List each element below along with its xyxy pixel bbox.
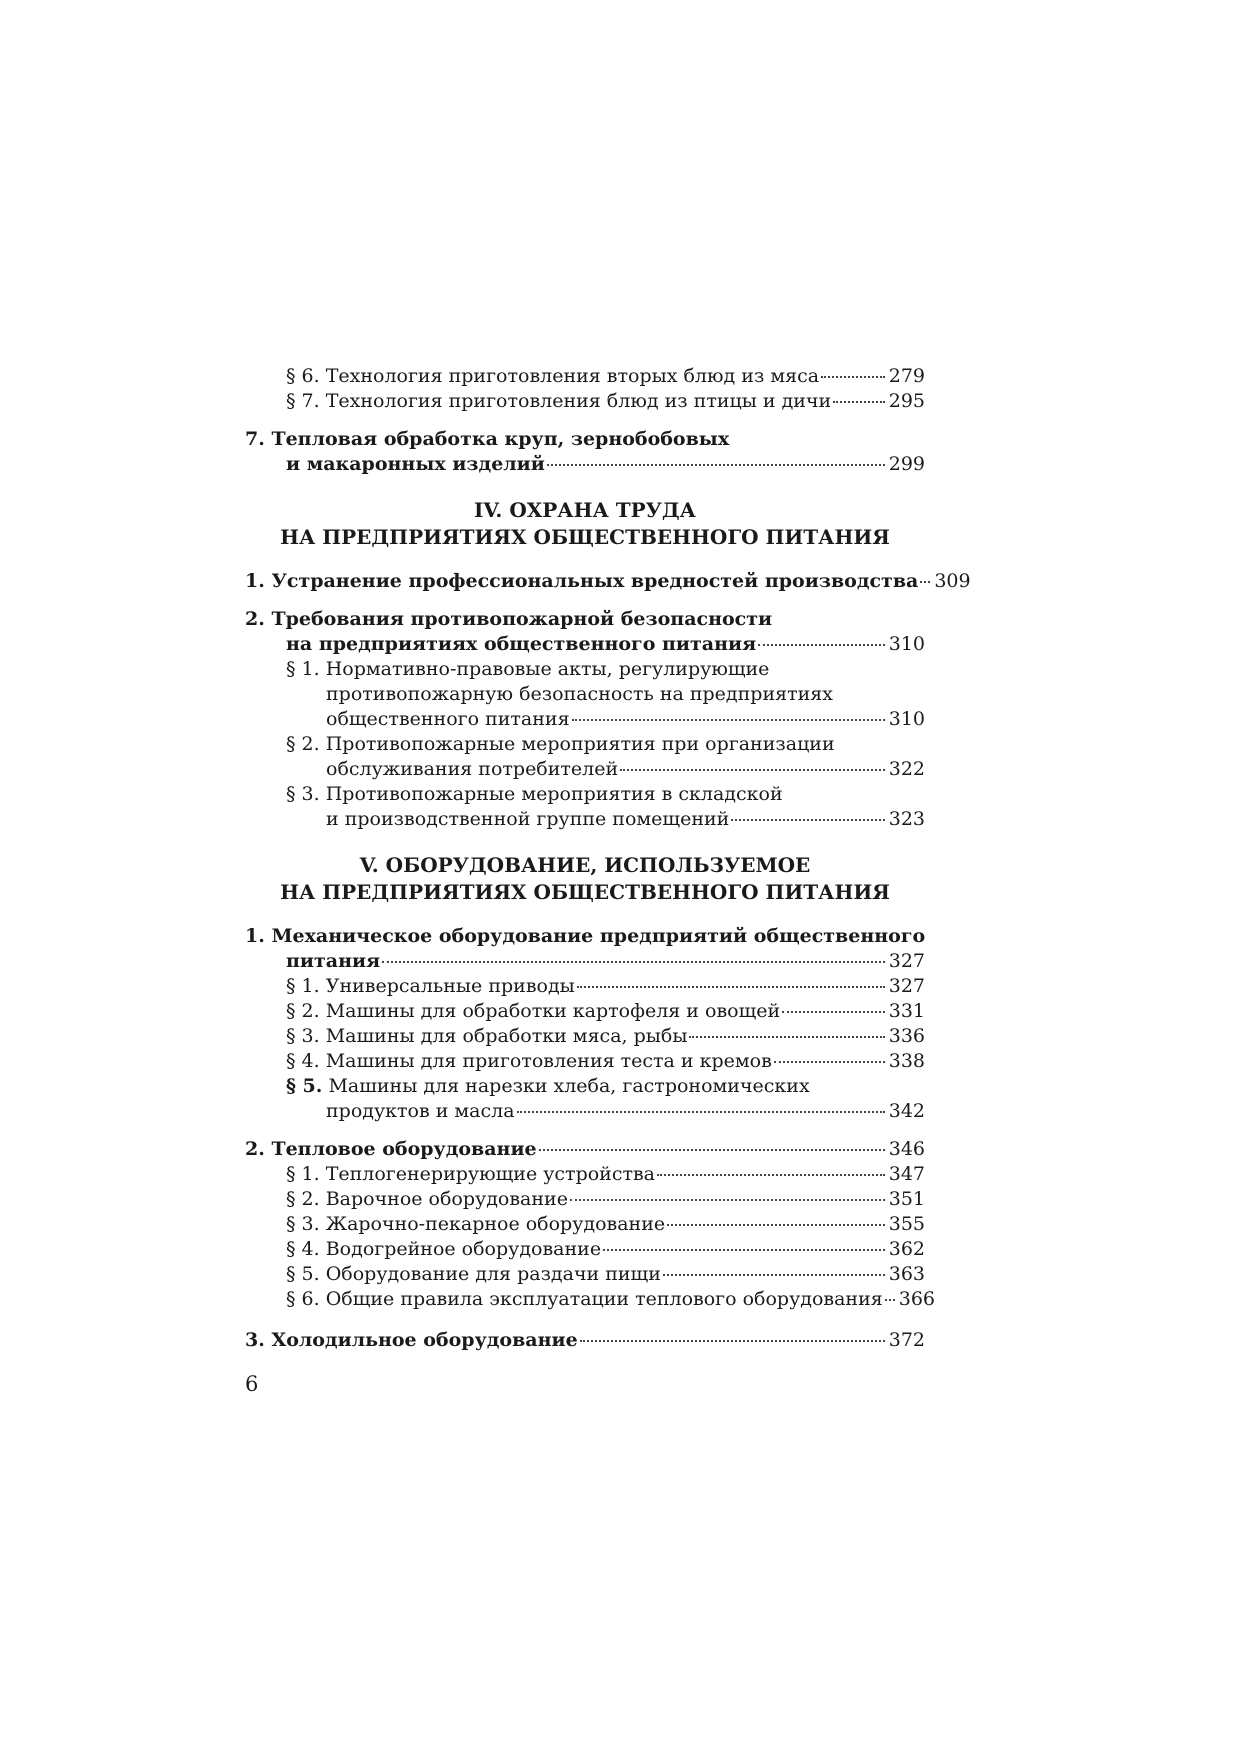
toc-entry-text: § 7. Технология приготовления блюд из птицы и дичи — [286, 390, 832, 412]
page-ref: 295 — [888, 390, 925, 412]
toc-entry[interactable] — [245, 974, 925, 999]
toc-entry-text: § 3. Жарочно-пекарное оборудование — [286, 1213, 666, 1235]
page-ref: 351 — [888, 1188, 925, 1210]
page-ref: 310 — [888, 633, 925, 655]
toc-entry-text: § 2. Противопожарные мероприятия при организации — [286, 733, 835, 755]
part-heading — [245, 852, 925, 906]
page-ref: 327 — [888, 950, 925, 972]
page-ref: 347 — [888, 1163, 925, 1185]
leader-dots — [731, 817, 884, 821]
page-ref: 363 — [888, 1263, 925, 1285]
toc-entry[interactable] — [245, 1162, 925, 1187]
toc-entry[interactable] — [245, 1099, 925, 1124]
toc-entry[interactable] — [245, 1287, 936, 1312]
toc-entry-text: § 5. Машины для нарезки хлеба, гастрономических — [286, 1075, 810, 1097]
toc-chapter[interactable] — [245, 949, 925, 974]
toc-entry-text: противопожарную безопасность на предприятиях — [326, 683, 833, 705]
page-ref: 362 — [888, 1238, 925, 1260]
leader-dots — [580, 1338, 885, 1342]
toc-entry-text: § 6. Общие правила эксплуатации теплового оборудования — [286, 1288, 883, 1310]
toc-entry-text: питания — [286, 950, 381, 972]
toc-entry[interactable] — [245, 1212, 925, 1237]
leader-dots — [570, 1197, 885, 1201]
toc-entry-text: § 4. Водогрейное оборудование — [286, 1238, 602, 1260]
page-ref: 310 — [888, 708, 925, 730]
toc-entry-text: на предприятиях общественного питания — [286, 633, 757, 655]
page-ref: 323 — [888, 808, 925, 830]
leader-dots — [577, 984, 885, 988]
page-ref: 346 — [888, 1138, 925, 1160]
leader-dots — [382, 959, 885, 963]
page-ref: 322 — [888, 758, 925, 780]
page-ref: 336 — [888, 1025, 925, 1047]
toc-entry-text: и макаронных изделий — [286, 453, 545, 475]
page-ref: 338 — [888, 1050, 925, 1072]
toc-entry[interactable] — [245, 999, 925, 1024]
toc-entry-text: § 6. Технология приготовления вторых блюд из мяса — [286, 365, 820, 387]
toc-entry[interactable] — [245, 707, 925, 732]
toc-entry-text: 1. Механическое оборудование предприятий общественного — [245, 925, 926, 947]
toc-chapter[interactable] — [245, 452, 925, 477]
toc-entry-text: § 1. Нормативно-правовые акты, регулирующие — [286, 658, 770, 680]
toc-entry-text: 2. Требования противопожарной безопасности — [245, 608, 773, 630]
page-ref: 327 — [888, 975, 925, 997]
toc-entry-text: § 3. Машины для обработки мяса, рыбы — [286, 1025, 688, 1047]
toc-chapter[interactable] — [245, 1328, 925, 1353]
page-ref: 279 — [888, 365, 925, 387]
leader-dots — [920, 579, 930, 583]
toc-entry-text: 7. Тепловая обработка круп, зернобобовых — [245, 428, 730, 450]
page-ref: 366 — [898, 1288, 936, 1310]
part-heading — [245, 497, 925, 551]
leader-dots — [663, 1272, 885, 1276]
leader-dots — [689, 1034, 884, 1038]
toc-entry[interactable] — [245, 657, 925, 682]
toc-chapter[interactable] — [245, 607, 925, 632]
page-ref: 342 — [888, 1100, 925, 1122]
leader-dots — [603, 1247, 885, 1251]
leader-dots — [774, 1059, 885, 1063]
toc-entry[interactable] — [245, 389, 925, 414]
toc-entry-text: обслуживания потребителей — [326, 758, 619, 780]
leader-dots — [517, 1109, 885, 1113]
toc-entry[interactable] — [245, 1024, 925, 1049]
leader-dots — [758, 642, 885, 646]
page-ref: 331 — [888, 1000, 925, 1022]
leader-dots — [547, 462, 885, 466]
page-number: 6 — [245, 1372, 259, 1396]
toc-entry-text: § 5. Оборудование для раздачи пищи — [286, 1263, 661, 1285]
page-ref: 299 — [888, 453, 925, 475]
leader-dots — [657, 1172, 885, 1176]
part-title: V. ОБОРУДОВАНИЕ, ИСПОЛЬЗУЕМОЕ — [359, 853, 811, 877]
toc-entry[interactable] — [245, 682, 925, 707]
leader-dots — [539, 1147, 885, 1151]
toc-entry[interactable] — [245, 1187, 925, 1212]
toc-entry-text: § 1. Универсальные приводы — [286, 975, 575, 997]
toc-entry-text: 1. Устранение профессиональных вредностей производства — [245, 570, 919, 592]
toc-entry[interactable] — [245, 1237, 925, 1262]
toc-entry-text: § 2. Машины для обработки картофеля и овощей — [286, 1000, 781, 1022]
toc-entry-text: § 4. Машины для приготовления теста и кремов — [286, 1050, 772, 1072]
part-title: IV. ОХРАНА ТРУДА — [474, 498, 696, 522]
leader-dots — [572, 717, 885, 721]
toc-entry[interactable] — [245, 1049, 925, 1074]
toc-chapter[interactable] — [245, 1137, 925, 1162]
leader-dots — [833, 399, 885, 403]
table-of-contents — [245, 364, 971, 1353]
page-ref: 309 — [934, 570, 971, 592]
toc-entry-text: общественного питания — [326, 708, 570, 730]
leader-dots — [885, 1297, 895, 1301]
toc-entry-text: 3. Холодильное оборудование — [245, 1329, 578, 1351]
toc-entry[interactable] — [245, 364, 925, 389]
toc-entry-text: продуктов и масла — [326, 1100, 515, 1122]
toc-entry-text: и производственной группе помещений — [326, 808, 730, 830]
toc-entry[interactable] — [245, 782, 925, 807]
toc-entry[interactable] — [245, 757, 925, 782]
toc-chapter[interactable] — [245, 427, 925, 452]
part-subtitle: НА ПРЕДПРИЯТИЯХ ОБЩЕСТВЕННОГО ПИТАНИЯ — [280, 525, 890, 549]
part-subtitle: НА ПРЕДПРИЯТИЯХ ОБЩЕСТВЕННОГО ПИТАНИЯ — [280, 880, 890, 904]
toc-entry[interactable] — [245, 1262, 925, 1287]
toc-chapter[interactable] — [245, 924, 925, 949]
page-ref: 355 — [888, 1213, 925, 1235]
toc-entry[interactable] — [245, 732, 925, 757]
leader-dots — [667, 1222, 885, 1226]
toc-chapter[interactable] — [245, 569, 971, 594]
toc-entry[interactable] — [245, 1074, 925, 1099]
leader-dots — [620, 767, 885, 771]
toc-entry-text: 2. Тепловое оборудование — [245, 1138, 537, 1160]
toc-entry-text: § 2. Варочное оборудование — [286, 1188, 568, 1210]
leader-dots — [821, 374, 885, 378]
toc-chapter[interactable] — [245, 632, 925, 657]
toc-entry-text: § 3. Противопожарные мероприятия в складской — [286, 783, 783, 805]
page-ref: 372 — [888, 1329, 925, 1351]
toc-entry[interactable] — [245, 807, 925, 832]
leader-dots — [782, 1009, 885, 1013]
toc-entry-text: § 1. Теплогенерирующие устройства — [286, 1163, 656, 1185]
